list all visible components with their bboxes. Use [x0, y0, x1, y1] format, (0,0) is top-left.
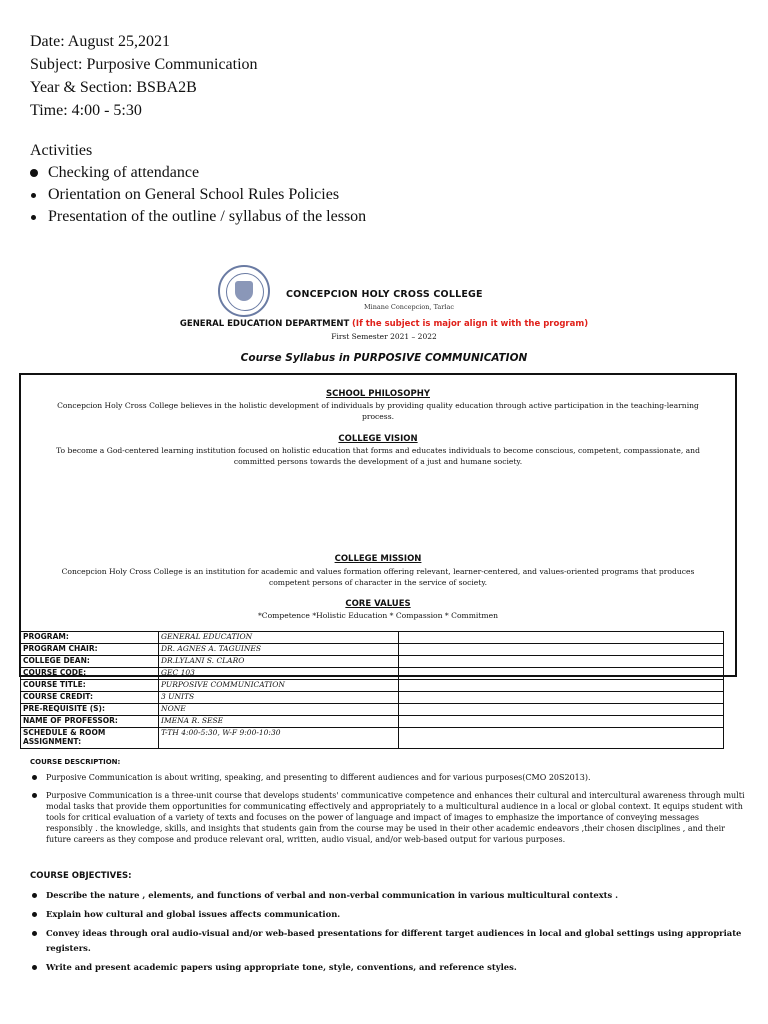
semester: First Semester 2021 – 2022: [331, 332, 437, 341]
bullet-icon: [31, 215, 36, 220]
list-item: Checking of attendance: [30, 162, 366, 184]
mission-text: Concepcion Holy Cross College is an institution for academic and values formation offering relevant, learner-centered, and values-oriented programs that produces competent persons of character in the service of society.: [61, 567, 695, 587]
course-description-list: [30, 772, 745, 852]
bullet-icon: [32, 931, 37, 936]
activities-title: Activities: [30, 142, 93, 159]
activities-list: [30, 162, 366, 228]
bullet-icon: [32, 893, 37, 898]
table-row: COURSE TITLE: PURPOSIVE COMMUNICATION: [21, 680, 724, 692]
lesson-date: Date: August 25,2021: [30, 33, 170, 50]
lesson-header: [30, 30, 258, 122]
table-row: COURSE CODE: GEC 103: [21, 668, 724, 680]
table-row: COURSE CREDIT: 3 UNITS: [21, 692, 724, 704]
list-item: Write and present academic papers using appropriate tone, style, conventions, and reference styles.: [30, 960, 742, 975]
lesson-subject: Subject: Purposive Communication: [30, 56, 258, 73]
activities-section: [30, 140, 366, 228]
lesson-year-section: Year & Section: BSBA2B: [30, 79, 197, 96]
department-name: GENERAL EDUCATION DEPARTMENT: [179, 319, 350, 329]
list-item: Convey ideas through oral audio-visual and/or web-based presentations for different target audiences in local and global settings using appropriate registers.: [30, 926, 742, 956]
list-item: Explain how cultural and global issues affects communication.: [30, 907, 742, 922]
table-row: NAME OF PROFESSOR: IMENA R. SESE: [21, 716, 724, 728]
list-item: Orientation on General School Rules Policies: [30, 184, 366, 206]
department-line: [0, 319, 768, 329]
philosophy-text: Concepcion Holy Cross College believes in the holistic development of individuals by providing quality education through active participation in the teaching-learning process.: [57, 401, 699, 421]
table-row: PROGRAM CHAIR: DR. AGNES A. TAGUINES: [21, 644, 724, 656]
bullet-icon: [32, 793, 37, 798]
table-row: SCHEDULE & ROOM ASSIGNMENT: T-TH 4:00-5:30, W-F 9:00-10:30: [21, 728, 724, 749]
bullet-icon: [32, 775, 37, 780]
table-row: PRE-REQUISITE (S): NONE: [21, 704, 724, 716]
lesson-time: Time: 4:00 - 5:30: [30, 102, 142, 119]
list-item: Presentation of the outline / syllabus of the lesson: [30, 206, 366, 228]
course-info-table: [20, 631, 724, 749]
college-seal-icon: [218, 265, 270, 317]
bullet-icon: [31, 193, 36, 198]
bullet-icon: [32, 965, 37, 970]
philosophy-title: SCHOOL PHILOSOPHY: [326, 389, 430, 399]
vision-title: COLLEGE VISION: [338, 434, 418, 444]
college-address: Minane Concepcion, Tarlac: [364, 303, 454, 311]
list-item: Describe the nature , elements, and functions of verbal and non-verbal communication in various multicultural contexts .: [30, 888, 742, 903]
list-item: Purposive Communication is a three-unit course that develops students' communicative competence and enhances their cultural and intercultural awareness through multi modal tasks that provide them opportunities for communicating effectively and appropriately to a multicultural audience in a local or global context. It equips student with tools for critical evaluation of a variety of texts and focuses on the power of language and impact of images to emphasize the importance of conveying messages responsibly . the knowledge, skills, and insights that students gain from the course may be used in their other academic endeavors ,their chosen disciplines , and their future careers as they compose and produce relevant oral, written, audio visual, and/or web-based output for various purposes.: [30, 790, 745, 845]
core-values-title: CORE VALUES: [345, 599, 411, 609]
syllabus-title: Course Syllabus in PURPOSIVE COMMUNICATION: [240, 352, 528, 364]
bullet-icon: [32, 912, 37, 917]
course-objectives-list: [30, 888, 742, 979]
mission-title: COLLEGE MISSION: [334, 554, 422, 564]
course-description-title: COURSE DESCRIPTION:: [30, 758, 121, 766]
college-name: CONCEPCION HOLY CROSS COLLEGE: [286, 289, 483, 300]
vision-text: To become a God-centered learning institution focused on holistic education that forms and educates individuals to become conscious, competent, compassionate, and committed persons towards the development of a just and humane society.: [56, 446, 700, 466]
list-item: Purposive Communication is about writing, speaking, and presenting to different audiences and for various purposes(CMO 20S2013).: [30, 772, 745, 783]
bullet-icon: [30, 169, 38, 177]
table-row: COLLEGE DEAN: DR.LYLANI S. CLARO: [21, 656, 724, 668]
department-note: (If the subject is major align it with the program): [352, 319, 589, 329]
course-objectives-title: COURSE OBJECTIVES:: [30, 871, 132, 881]
core-values-text: *Competence *Holistic Education * Compassion * Commitmen: [258, 611, 498, 620]
table-row: PROGRAM: GENERAL EDUCATION: [21, 632, 724, 644]
